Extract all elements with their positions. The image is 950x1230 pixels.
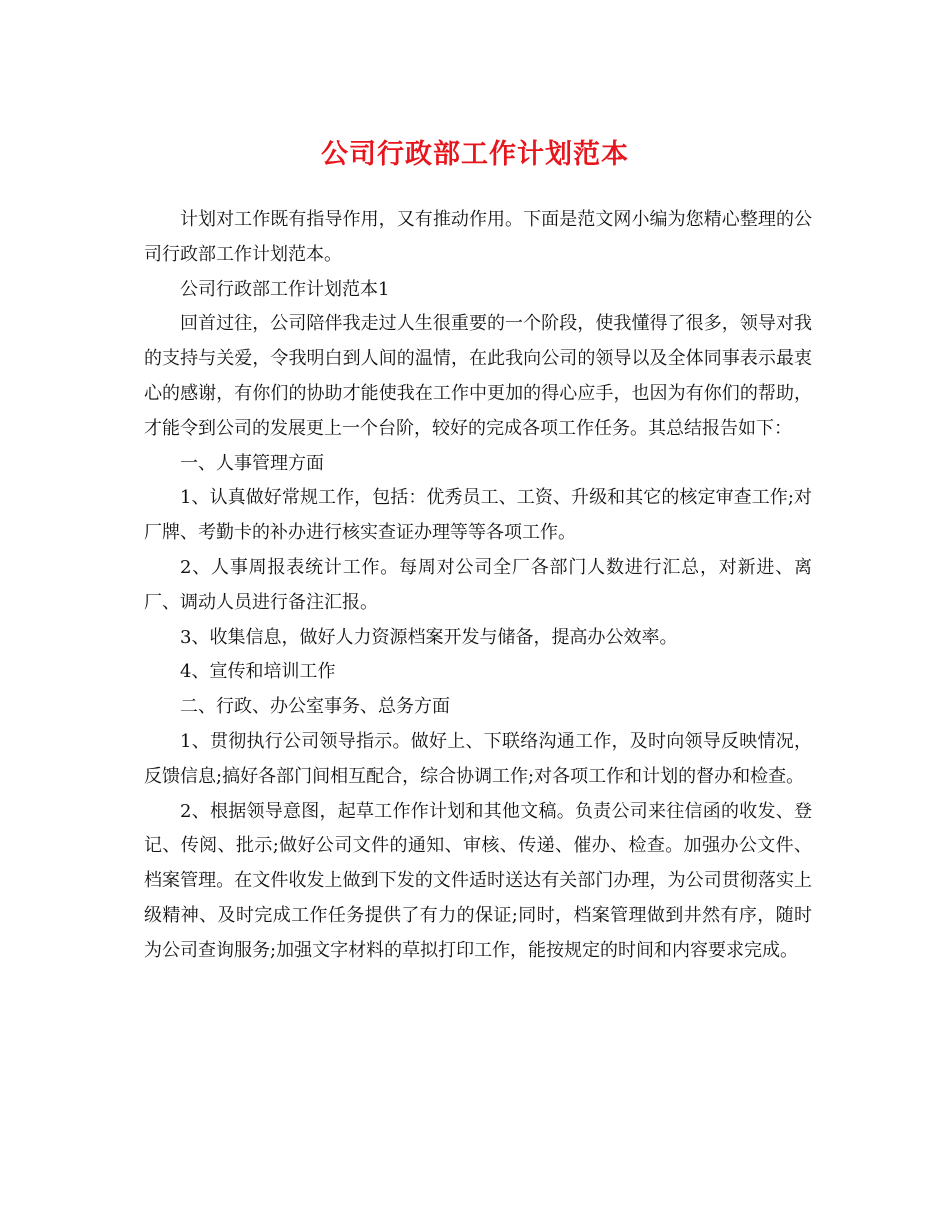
admin-item-1: 1、贯彻执行公司领导指示。做好上、下联络沟通工作，及时向领导反映情况，反馈信息;搞好各部门间相互配合，综合协调工作;对各项工作和计划的督办和检查。 bbox=[144, 730, 812, 787]
personnel-item-1: 1、认真做好常规工作，包括：优秀员工、工资、升级和其它的核定审查工作;对厂牌、考勤卡的补办进行核实查证办理等等各项工作。 bbox=[144, 487, 812, 544]
personnel-item-3: 3、收集信息，做好人力资源档案开发与储备，提高办公效率。 bbox=[180, 626, 678, 648]
personnel-item-2: 2、人事周报表统计工作。每周对公司全厂各部门人数进行汇总，对新进、离厂、调动人员进行备注汇报。 bbox=[144, 556, 812, 613]
document-body bbox=[144, 203, 812, 969]
section-heading-personnel: 一、人事管理方面 bbox=[180, 452, 324, 474]
review-paragraph: 回首过往，公司陪伴我走过人生很重要的一个阶段，使我懂得了很多，领导对我的支持与关爱，令我明白到人间的温情，在此我向公司的领导以及全体同事表示最衷心的感谢，有你们的协助才能使我在工作中更加的得心应手，也因为有你们的帮助，才能令到公司的发展更上一个台阶，较好的完成各项工作任务。其总结报告如下： bbox=[144, 313, 812, 439]
personnel-item-4: 4、宣传和培训工作 bbox=[180, 661, 336, 683]
intro-paragraph: 计划对工作既有指导作用，又有推动作用。下面是范文网小编为您精心整理的公司行政部工作计划范本。 bbox=[144, 209, 812, 265]
section-heading-admin: 二、行政、办公室事务、总务方面 bbox=[180, 696, 450, 718]
admin-item-2: 2、根据领导意图，起草工作作计划和其他文稿。负责公司来往信函的收发、登记、传阅、批示;做好公司文件的通知、审核、传递、催办、检查。加强办公文件、档案管理。在文件收发上做到下发的文件适时送达有关部门办理，为公司贯彻落实上级精神、及时完成工作任务提供了有力的保证;同时，档案管理做到井然有序，随时为公司查询服务;加强文字材料的草拟打印工作，能按规定的时间和内容要求完成。 bbox=[144, 800, 812, 961]
document-title: 公司行政部工作计划范本 bbox=[321, 139, 629, 170]
section-heading-plan-1: 公司行政部工作计划范本1 bbox=[180, 278, 390, 300]
